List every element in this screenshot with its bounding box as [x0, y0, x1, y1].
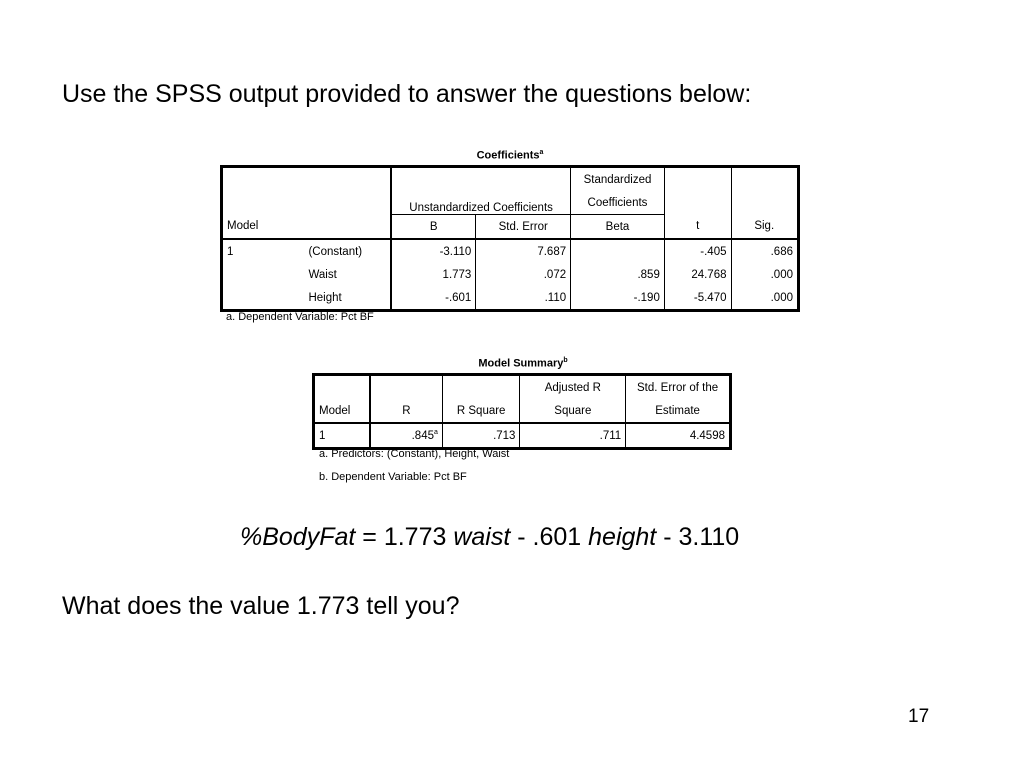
header-beta: Beta — [571, 215, 665, 240]
header-standardized-line2: Coefficients — [571, 191, 665, 215]
r-value-text: .845 — [411, 429, 434, 442]
model-blank — [222, 263, 305, 286]
page-number: 17 — [908, 706, 930, 727]
t-value: -.405 — [664, 239, 731, 263]
header-sig-blank — [731, 167, 799, 215]
model-number: 1 — [227, 245, 234, 258]
header-unstandardized: Unstandardized Coefficients — [391, 167, 571, 215]
table-row — [222, 263, 799, 286]
header-se-estimate-line1: Std. Error of the — [626, 375, 731, 400]
regression-equation — [240, 523, 739, 552]
slide-heading: Use the SPSS output provided to answer the questions below: — [62, 80, 752, 108]
header-t: t — [664, 215, 731, 240]
header-b: B — [391, 215, 476, 240]
beta-value — [571, 239, 665, 263]
header-r: R — [370, 399, 443, 423]
t-value: 24.768 — [664, 263, 731, 286]
table-row — [314, 423, 731, 449]
header-se-estimate-line2: Estimate — [626, 399, 731, 423]
equation-lhs: %BodyFat — [240, 523, 356, 551]
b-value: -3.110 — [391, 239, 476, 263]
coefficients-table — [220, 165, 800, 312]
equation-mid: - .601 — [510, 523, 589, 551]
r-value-sup: a — [434, 429, 438, 437]
r-value — [370, 423, 443, 449]
question-text: What does the value 1.773 tell you? — [62, 592, 460, 620]
equation-tail: - 3.110 — [656, 523, 740, 551]
model-summary-footnote-b: b. Dependent Variable: Pct BF — [319, 471, 467, 483]
coefficients-title-sup: a — [539, 149, 544, 156]
model-number: 1 — [319, 429, 326, 442]
model-summary-footnote-a: a. Predictors: (Constant), Height, Waist — [319, 448, 510, 460]
t-value: -5.470 — [664, 286, 731, 311]
beta-value: -.190 — [571, 286, 665, 311]
header-model: Model — [319, 404, 351, 417]
coefficients-footnote: a. Dependent Variable: Pct BF — [226, 311, 374, 323]
se-value: 7.687 — [476, 239, 571, 263]
header-model: Model — [227, 220, 259, 233]
se-estimate-value: 4.4598 — [626, 423, 731, 449]
table-row — [222, 239, 799, 263]
se-value: .110 — [476, 286, 571, 311]
header-std-error: Std. Error — [476, 215, 571, 240]
header-sig: Sig. — [731, 215, 799, 240]
table-row — [222, 286, 799, 311]
r-square-value: .713 — [442, 423, 520, 449]
model-summary-title-sup: b — [563, 357, 568, 364]
coefficients-title — [222, 149, 798, 162]
model-summary-title — [314, 357, 732, 370]
sig-value: .686 — [731, 239, 799, 263]
adjusted-r-square-value: .711 — [520, 423, 626, 449]
header-adjusted-line2: Square — [520, 399, 626, 423]
equation-eq: = 1.773 — [355, 523, 454, 551]
equation-height: height — [588, 523, 657, 551]
equation-waist: waist — [453, 523, 511, 551]
header-blank — [370, 375, 443, 400]
model-summary-title-text: Model Summary — [478, 357, 564, 370]
header-adjusted-line1: Adjusted R — [520, 375, 626, 400]
header-standardized-line1: Standardized — [571, 167, 665, 192]
model-blank — [222, 286, 305, 311]
header-blank — [314, 375, 370, 400]
sig-value: .000 — [731, 263, 799, 286]
header-blank — [222, 167, 392, 215]
b-value: 1.773 — [391, 263, 476, 286]
se-value: .072 — [476, 263, 571, 286]
term-label: Height — [308, 291, 342, 304]
header-blank — [442, 375, 520, 400]
header-t-blank — [664, 167, 731, 215]
model-summary-table — [312, 373, 732, 450]
sig-value: .000 — [731, 286, 799, 311]
term-label: Waist — [308, 268, 337, 281]
beta-value: .859 — [571, 263, 665, 286]
b-value: -.601 — [391, 286, 476, 311]
term-label: (Constant) — [308, 245, 363, 258]
header-r-square: R Square — [442, 399, 520, 423]
coefficients-title-text: Coefficients — [476, 149, 540, 162]
